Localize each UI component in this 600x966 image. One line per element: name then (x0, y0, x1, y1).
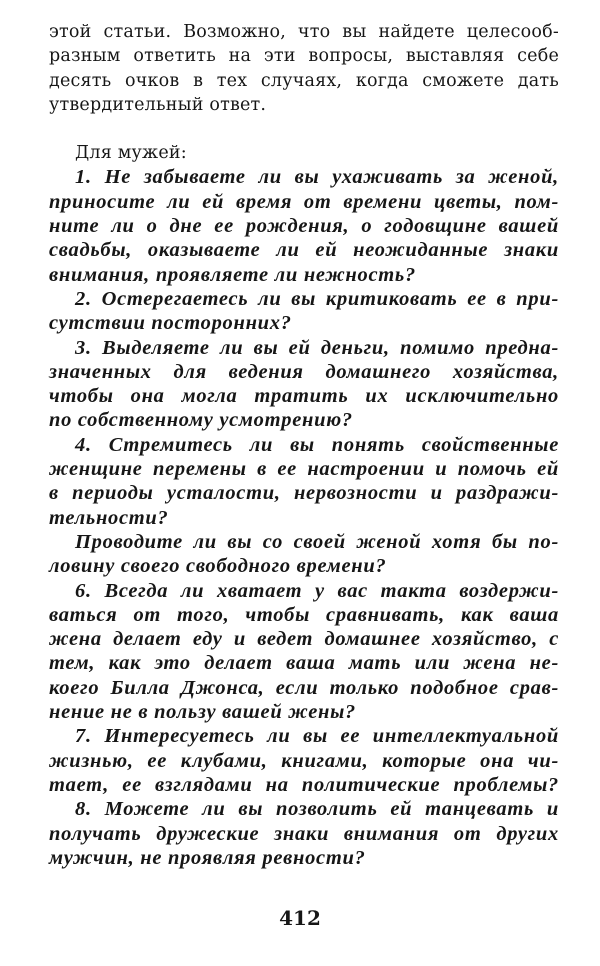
question-6 (49, 579, 559, 725)
text-line: жизнью, ее клубами, книгами, которые она чи- (49, 749, 559, 772)
text-line: разным ответить на эти вопросы, выставляя себе (49, 46, 559, 67)
question-3 (49, 336, 559, 433)
question-1 (49, 165, 559, 286)
text-line: 3. Выделяете ли вы ей деньги, помимо предна- (75, 336, 559, 359)
paragraph-gap (49, 117, 559, 141)
text-line: тает, ее взглядами на политические проблемы? (49, 773, 559, 796)
text-line: утвердительный ответ. (49, 94, 267, 115)
text-line: сутствии посторонних? (49, 312, 292, 335)
question-8 (49, 797, 559, 870)
text-line: Проводите ли вы со своей женой хотя бы по- (75, 530, 559, 553)
text-line: чтобы она могла тратить их исключительно (49, 385, 559, 408)
page-number: 412 (279, 906, 321, 930)
question-7 (49, 724, 559, 797)
text-line: 2. Остерегаетесь ли вы критиковать ее в при- (75, 287, 559, 310)
text-line: коего Билла Джонса, если только подобное срав- (49, 676, 559, 699)
text-line: ните ли о дне ее рождения, о годовщине вашей (49, 215, 559, 238)
text-line: 6. Всегда ли хватает у вас такта воздержи- (75, 579, 559, 602)
text-line: приносите ли ей время от времени цветы, пом- (49, 190, 559, 213)
text-line: значенных для ведения домашнего хозяйства, (49, 360, 559, 383)
text-line: 1. Не забываете ли вы ухаживать за женой, (75, 166, 559, 189)
text-line: десять очков в тех случаях, когда сможете дать (49, 70, 559, 91)
text-line: мужчин, не проявляя ревности? (49, 846, 366, 869)
text-line: 4. Стремитесь ли вы понять свойственные (75, 433, 559, 456)
question-2 (49, 287, 559, 336)
text-line: получать дружеские знаки внимания от других (49, 822, 559, 845)
intro-paragraph (49, 20, 559, 117)
text-line: в периоды усталости, нервозности и раздражи- (49, 482, 559, 505)
text-line: тельности? (49, 506, 169, 529)
text-line: тем, как это делает ваша мать или жена не- (49, 652, 559, 675)
text-line: внимания, проявляете ли нежность? (49, 263, 416, 286)
text-line: по собственному усмотрению? (49, 409, 353, 432)
text-line: нение не в пользу вашей жены? (49, 701, 356, 724)
page-body (49, 20, 559, 870)
section-heading: Для мужей: (75, 143, 187, 164)
text-line: женщине перемены в ее настроении и помочь ей (49, 458, 559, 481)
text-line: этой статьи. Возможно, что вы найдете целесооб- (49, 22, 559, 42)
question-4 (49, 433, 559, 530)
text-line: ваться от того, чтобы сравнивать, как ваша (49, 603, 559, 626)
text-line: 8. Можете ли вы позволить ей танцевать и (75, 798, 559, 821)
text-line: ловину своего свободного времени? (49, 555, 387, 578)
text-line: 7. Интересуетесь ли вы ее интеллектуальной (75, 725, 559, 748)
question-5 (49, 530, 559, 579)
text-line: свадьбы, оказываете ли ей неожиданные знаки (49, 239, 559, 262)
text-line: жена делает еду и ведет домашнее хозяйство, с (49, 628, 559, 651)
